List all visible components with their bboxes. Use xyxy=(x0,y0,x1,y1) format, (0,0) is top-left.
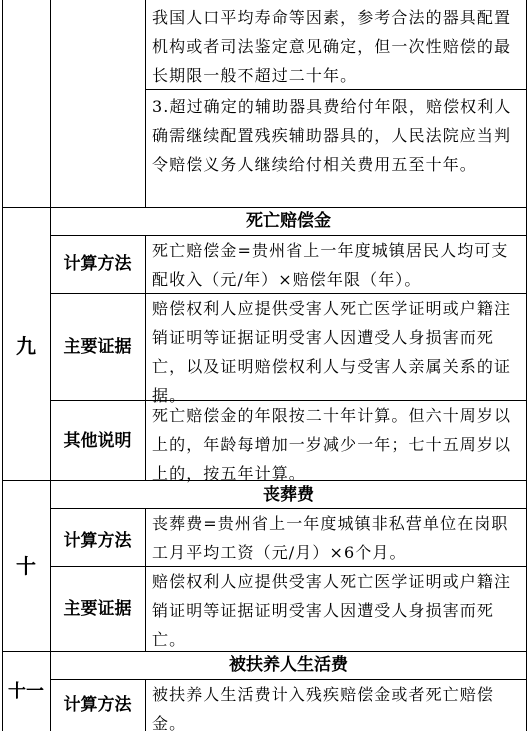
column-divider xyxy=(50,0,51,207)
column-divider xyxy=(145,679,146,731)
row-label: 主要证据 xyxy=(63,599,132,619)
row-text: 死亡赔偿金=贵州省上一年度城镇居民人均可支配收入（元/年）×赔偿年限（年）。 xyxy=(152,241,509,289)
row-text: 赔偿权利人应提供受害人死亡医学证明或户籍注销证明等证据证明受害人因遭受人身损害而死亡。 xyxy=(152,572,512,649)
row-text: 死亡赔偿金的年限按二十年计算。但六十周岁以上的，年龄每增加一岁减少一年；七十五周岁以上的，按五年计算。 xyxy=(152,406,512,483)
section-number: 十一 xyxy=(8,681,44,702)
section-title: 死亡赔偿金 xyxy=(246,211,331,231)
column-divider xyxy=(145,0,146,207)
continued-text: 我国人口平均寿命等因素，参考合法的器具配置机构或者司法鉴定意见确定，但一次性赔偿的最长期限一般不超过二十年。 xyxy=(152,8,512,85)
row-text: 赔偿权利人应提供受害人死亡医学证明或户籍注销证明等证据证明受害人因遭受人身损害而死亡，以及证明赔偿权利人与受害人亲属关系的证据。 xyxy=(152,299,512,405)
column-divider xyxy=(145,235,146,480)
section-title: 丧葬费 xyxy=(263,485,314,505)
row-text: 被扶养人生活费计入残疾赔偿金或者死亡赔偿金。 xyxy=(152,685,495,733)
item-3-text: 3.超过确定的辅助器具费给付年限，赔偿权利人确需继续配置残疾辅助器具的，人民法院应当判令赔偿义务人继续给付相关费用五至十年。 xyxy=(152,97,512,174)
section-divider xyxy=(2,207,527,208)
column-divider xyxy=(50,207,51,731)
section-number: 十 xyxy=(16,554,36,578)
row-label: 计算方法 xyxy=(63,695,132,715)
column-divider xyxy=(145,508,146,651)
section-title: 被扶养人生活费 xyxy=(229,655,348,675)
row-text: 丧葬费=贵州省上一年度城镇非私营单位在岗职工月平均工资（元/月）×6个月。 xyxy=(152,514,509,562)
table-border-left xyxy=(2,0,3,731)
row-label: 计算方法 xyxy=(63,531,132,551)
row-label: 其他说明 xyxy=(63,431,132,451)
row-label: 主要证据 xyxy=(63,337,132,357)
table-border-right xyxy=(526,0,527,731)
section-number: 九 xyxy=(16,334,36,358)
row-label: 计算方法 xyxy=(63,254,132,274)
